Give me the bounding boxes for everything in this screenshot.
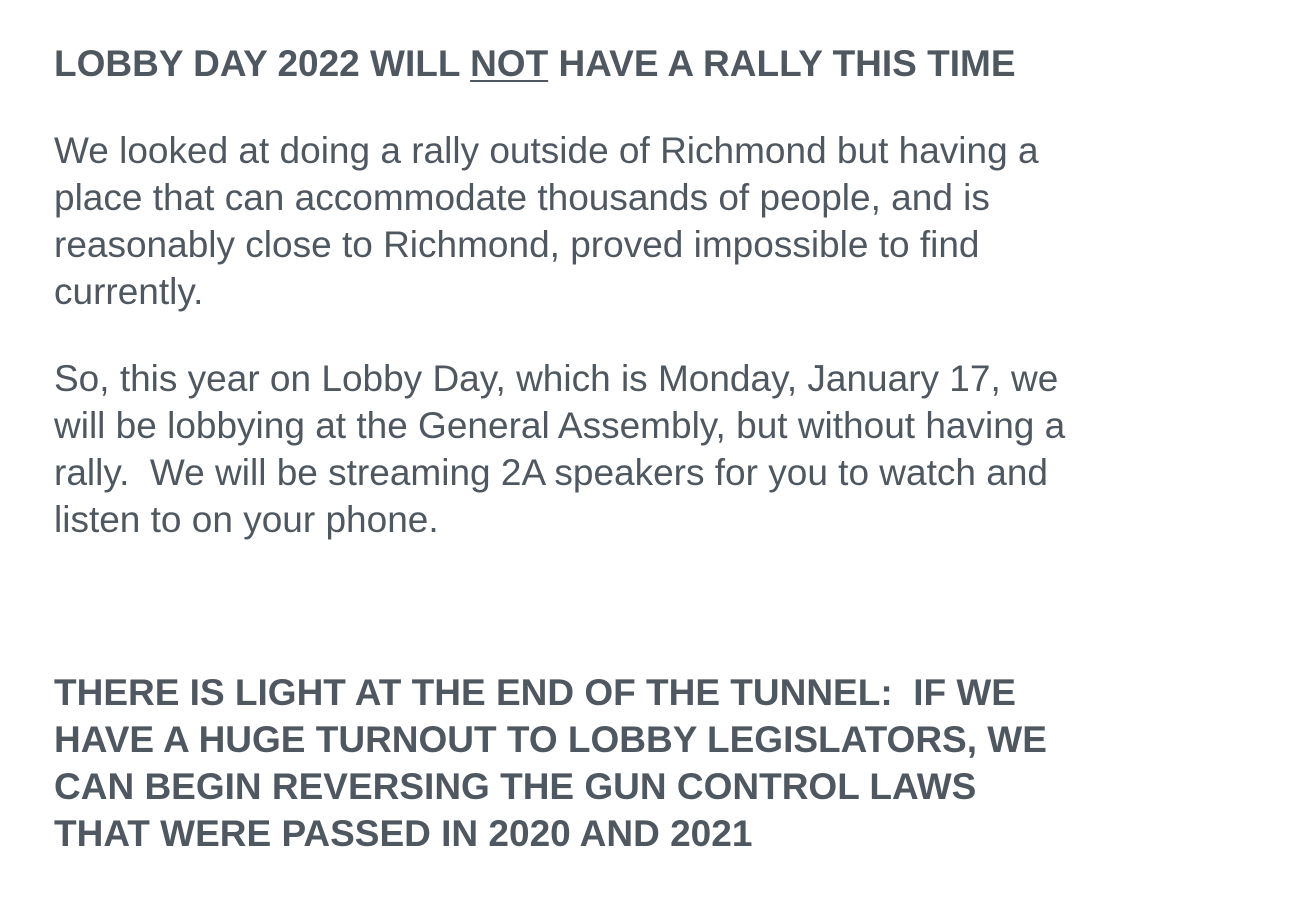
closing-line: THERE IS LIGHT AT THE END OF THE TUNNEL: IF WE <box>54 672 1016 713</box>
paragraph-line: reasonably close to Richmond, proved impossible to find <box>54 224 980 265</box>
paragraph-line: So, this year on Lobby Day, which is Monday, January 17, we <box>54 358 1059 399</box>
closing-line: HAVE A HUGE TURNOUT TO LOBBY LEGISLATORS, WE <box>54 719 1047 760</box>
title-pre: LOBBY DAY 2022 WILL <box>54 43 471 84</box>
title-post: HAVE A RALLY THIS TIME <box>548 43 1016 84</box>
paragraph-lobby-day-plan <box>54 355 1234 543</box>
closing-statement <box>54 669 1254 857</box>
paragraph-line: will be lobbying at the General Assembly, but without having a <box>54 405 1066 446</box>
paragraph-line: place that can accommodate thousands of people, and is <box>54 177 990 218</box>
page-title <box>54 40 1016 88</box>
paragraph-rally-venue <box>54 127 1234 315</box>
paragraph-line: rally. We will be streaming 2A speakers for you to watch and <box>54 452 1048 493</box>
paragraph-line: currently. <box>54 271 204 312</box>
closing-line: THAT WERE PASSED IN 2020 AND 2021 <box>54 813 753 854</box>
paragraph-line: We looked at doing a rally outside of Richmond but having a <box>54 130 1039 171</box>
closing-line: CAN BEGIN REVERSING THE GUN CONTROL LAWS <box>54 766 977 807</box>
paragraph-line: listen to on your phone. <box>54 499 439 540</box>
title-emphasis: NOT <box>470 43 549 84</box>
